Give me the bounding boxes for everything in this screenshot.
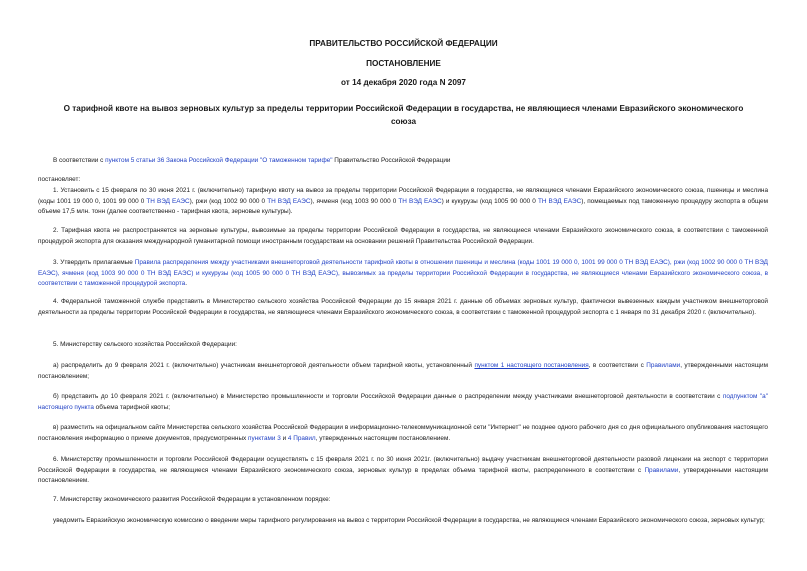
paragraph-7-item: уведомить Евразийскую экономическую комиссию о введении меры тарифного регулирования на вывоз с территории Российской Федерации в государства, не являющиеся членами Евразийского экономического союза, зерновых культур;: [53, 517, 765, 524]
paragraph-1-link[interactable]: пунктом 1 настоящего постановления: [474, 362, 589, 369]
paragraph-text: .: [185, 280, 187, 287]
tn-ved-link[interactable]: ТН ВЭД ЕАЭС: [537, 197, 582, 205]
document-type: ПОСТАНОВЛЕНИЕ: [366, 59, 441, 68]
paragraph-3: [38, 258, 768, 290]
paragraph-text: ), помещаемых под таможенную процедуру экспорта в общем объеме 17,5 млн. тонн (далее соответственно - тарифная квота, зерновые культуры).: [38, 197, 768, 215]
paragraph-text: в) разместить на официальном сайте Министерства сельского хозяйства Российской Федерации в информационно-телекоммуникационной сети "Интернет" не позднее одного рабочего дня со дня официального опубликования настоящего постановления информацию о приеме документов, предусмотренных: [38, 424, 768, 442]
tn-ved-link[interactable]: ТН ВЭД ЕАЭС: [398, 197, 442, 205]
government-heading: ПРАВИТЕЛЬСТВО РОССИЙСКОЙ ФЕДЕРАЦИИ: [309, 39, 498, 48]
paragraph-text: 6. Министерству промышленности и торговли Российской Федерации осуществлять с 15 февраля 2021 г. по 30 июня 2021г. (включительно) выдачу участникам внешнеторговой деятельности разовой лицензии на экспорт с территории Российской Федерации в государства, не являющиеся членами Евразийского экономического союза, зерновых культур в пределах объема тарифной квоты, распределенного в соответствии с: [38, 456, 768, 474]
subparagraph-a-link[interactable]: подпунктом "а" настоящего пункта: [38, 393, 769, 411]
paragraph-7: 7. Министерству экономического развития Российской Федерации в установленном порядке:: [53, 496, 331, 503]
resolves-text: постановляет:: [38, 176, 81, 183]
paragraph-text: 1. Установить с 15 февраля по 30 июня 2021 г. (включительно) тарифную квоту на вывоз за пределы территории Российской Федерации в государства, не являющиеся членами Евразийского экономического союза, пшеницы и меслина (коды 1001 19 000 0, 1001 99 000 0: [38, 187, 768, 205]
paragraph-text: объема тарифной квоты;: [93, 403, 170, 411]
paragraph-text: ), ржи (код 1002 90 000 0: [189, 197, 268, 205]
preamble-text: В соответствии с: [53, 157, 106, 164]
rules-link[interactable]: Правилами: [646, 362, 681, 369]
rules-4-link[interactable]: 4 Правил: [287, 434, 316, 442]
points-3-link[interactable]: пунктами 3: [248, 434, 281, 442]
preamble-text: Правительство Российской Федерации: [332, 157, 451, 164]
rules-link[interactable]: Правилами: [644, 466, 679, 474]
document-title: О тарифной квоте на вывоз зерновых культур за пределы территории Российской Федерации в государства, не являющиеся членами Евразийского экономического союза: [63, 104, 744, 126]
paragraph-6: [38, 455, 768, 487]
law-link[interactable]: пунктом 5 статьи 36 Закона Российской Федерации "О таможенном тарифе": [105, 157, 333, 164]
paragraph-1: [38, 186, 768, 218]
paragraph-5c: [38, 423, 768, 444]
paragraph-text: , утвержденных настоящим постановлением.: [315, 434, 451, 442]
paragraph-text: ) и кукурузы (код 1005 90 000 0: [441, 197, 538, 205]
rules-link[interactable]: Правила распределения между участниками внешнеторговой деятельности тарифной квоты в отношении пшеницы и меслина (коды 1001 19 000 0, 1001 99 000 0 ТН ВЭД ЕАЭС), ржи (код 1002 90 000 0 ТН ВЭД ЕАЭС), ячменя (код 1003 90 000 0 ТН ВЭД ЕАЭС) и кукурузы (код 1005 90 000 0 ТН ВЭД ЕАЭС), вывозимых за пределы территории Российской Федерации в государства, не являющиеся членами Евразийского экономического союза, в соответствии с таможенной процедурой экспорта: [38, 259, 768, 287]
tn-ved-link[interactable]: ТН ВЭД ЕАЭС: [146, 197, 190, 205]
paragraph-5: 5. Министерству сельского хозяйства Российской Федерации:: [53, 341, 237, 348]
paragraph-text: б) представить до 10 февраля 2021 г. (включительно) в Министерство промышленности и торговли Российской Федерации данные о распределении между участниками внешнеторговой деятельности в соответствии с: [53, 393, 723, 400]
preamble: [38, 156, 768, 167]
paragraph-4: 4. Федеральной таможенной службе представить в Министерство сельского хозяйства Российской Федерации до 15 января 2021 г. данные об объемах зерновых культур, фактически вывезенных каждым участником внешнеторговой деятельности за пределы территории Российской Федерации в государства, не являющиеся членами Евразийского экономического союза, в соответствии с таможенной процедурой экспорта с 1 января по 31 декабря 2020 г. (включительно).: [38, 298, 768, 316]
paragraph-text: и: [280, 434, 288, 442]
paragraph-text: , утвержденными настоящим постановлением.: [38, 466, 768, 484]
paragraph-text: , утвержденными настоящим постановлением;: [38, 362, 768, 380]
paragraph-2: 2. Тарифная квота не распространяется на зерновые культуры, вывозимые за пределы территории Российской Федерации в государства, не являющиеся членами Евразийского экономического союза, в соответствии с таможенной процедурой экспорта для оказания международной гуманитарной помощи иностранным государствам на основании решений Правительства Российской Федерации.: [38, 227, 768, 245]
paragraph-text: 3. Утвердить прилагаемые: [53, 259, 135, 266]
paragraph-5b: [38, 392, 768, 413]
paragraph-5a: [38, 361, 768, 382]
document-date-number: от 14 декабря 2020 года N 2097: [341, 78, 466, 87]
paragraph-text: а) распределить до 9 февраля 2021 г. (включительно) участникам внешнеторговой деятельности объем тарифной квоты, установленный: [53, 362, 475, 369]
tn-ved-link[interactable]: ТН ВЭД ЕАЭС: [267, 197, 311, 205]
paragraph-text: ), ячменя (код 1003 90 000 0: [310, 197, 399, 205]
paragraph-text: , в соответствии с: [588, 362, 647, 369]
